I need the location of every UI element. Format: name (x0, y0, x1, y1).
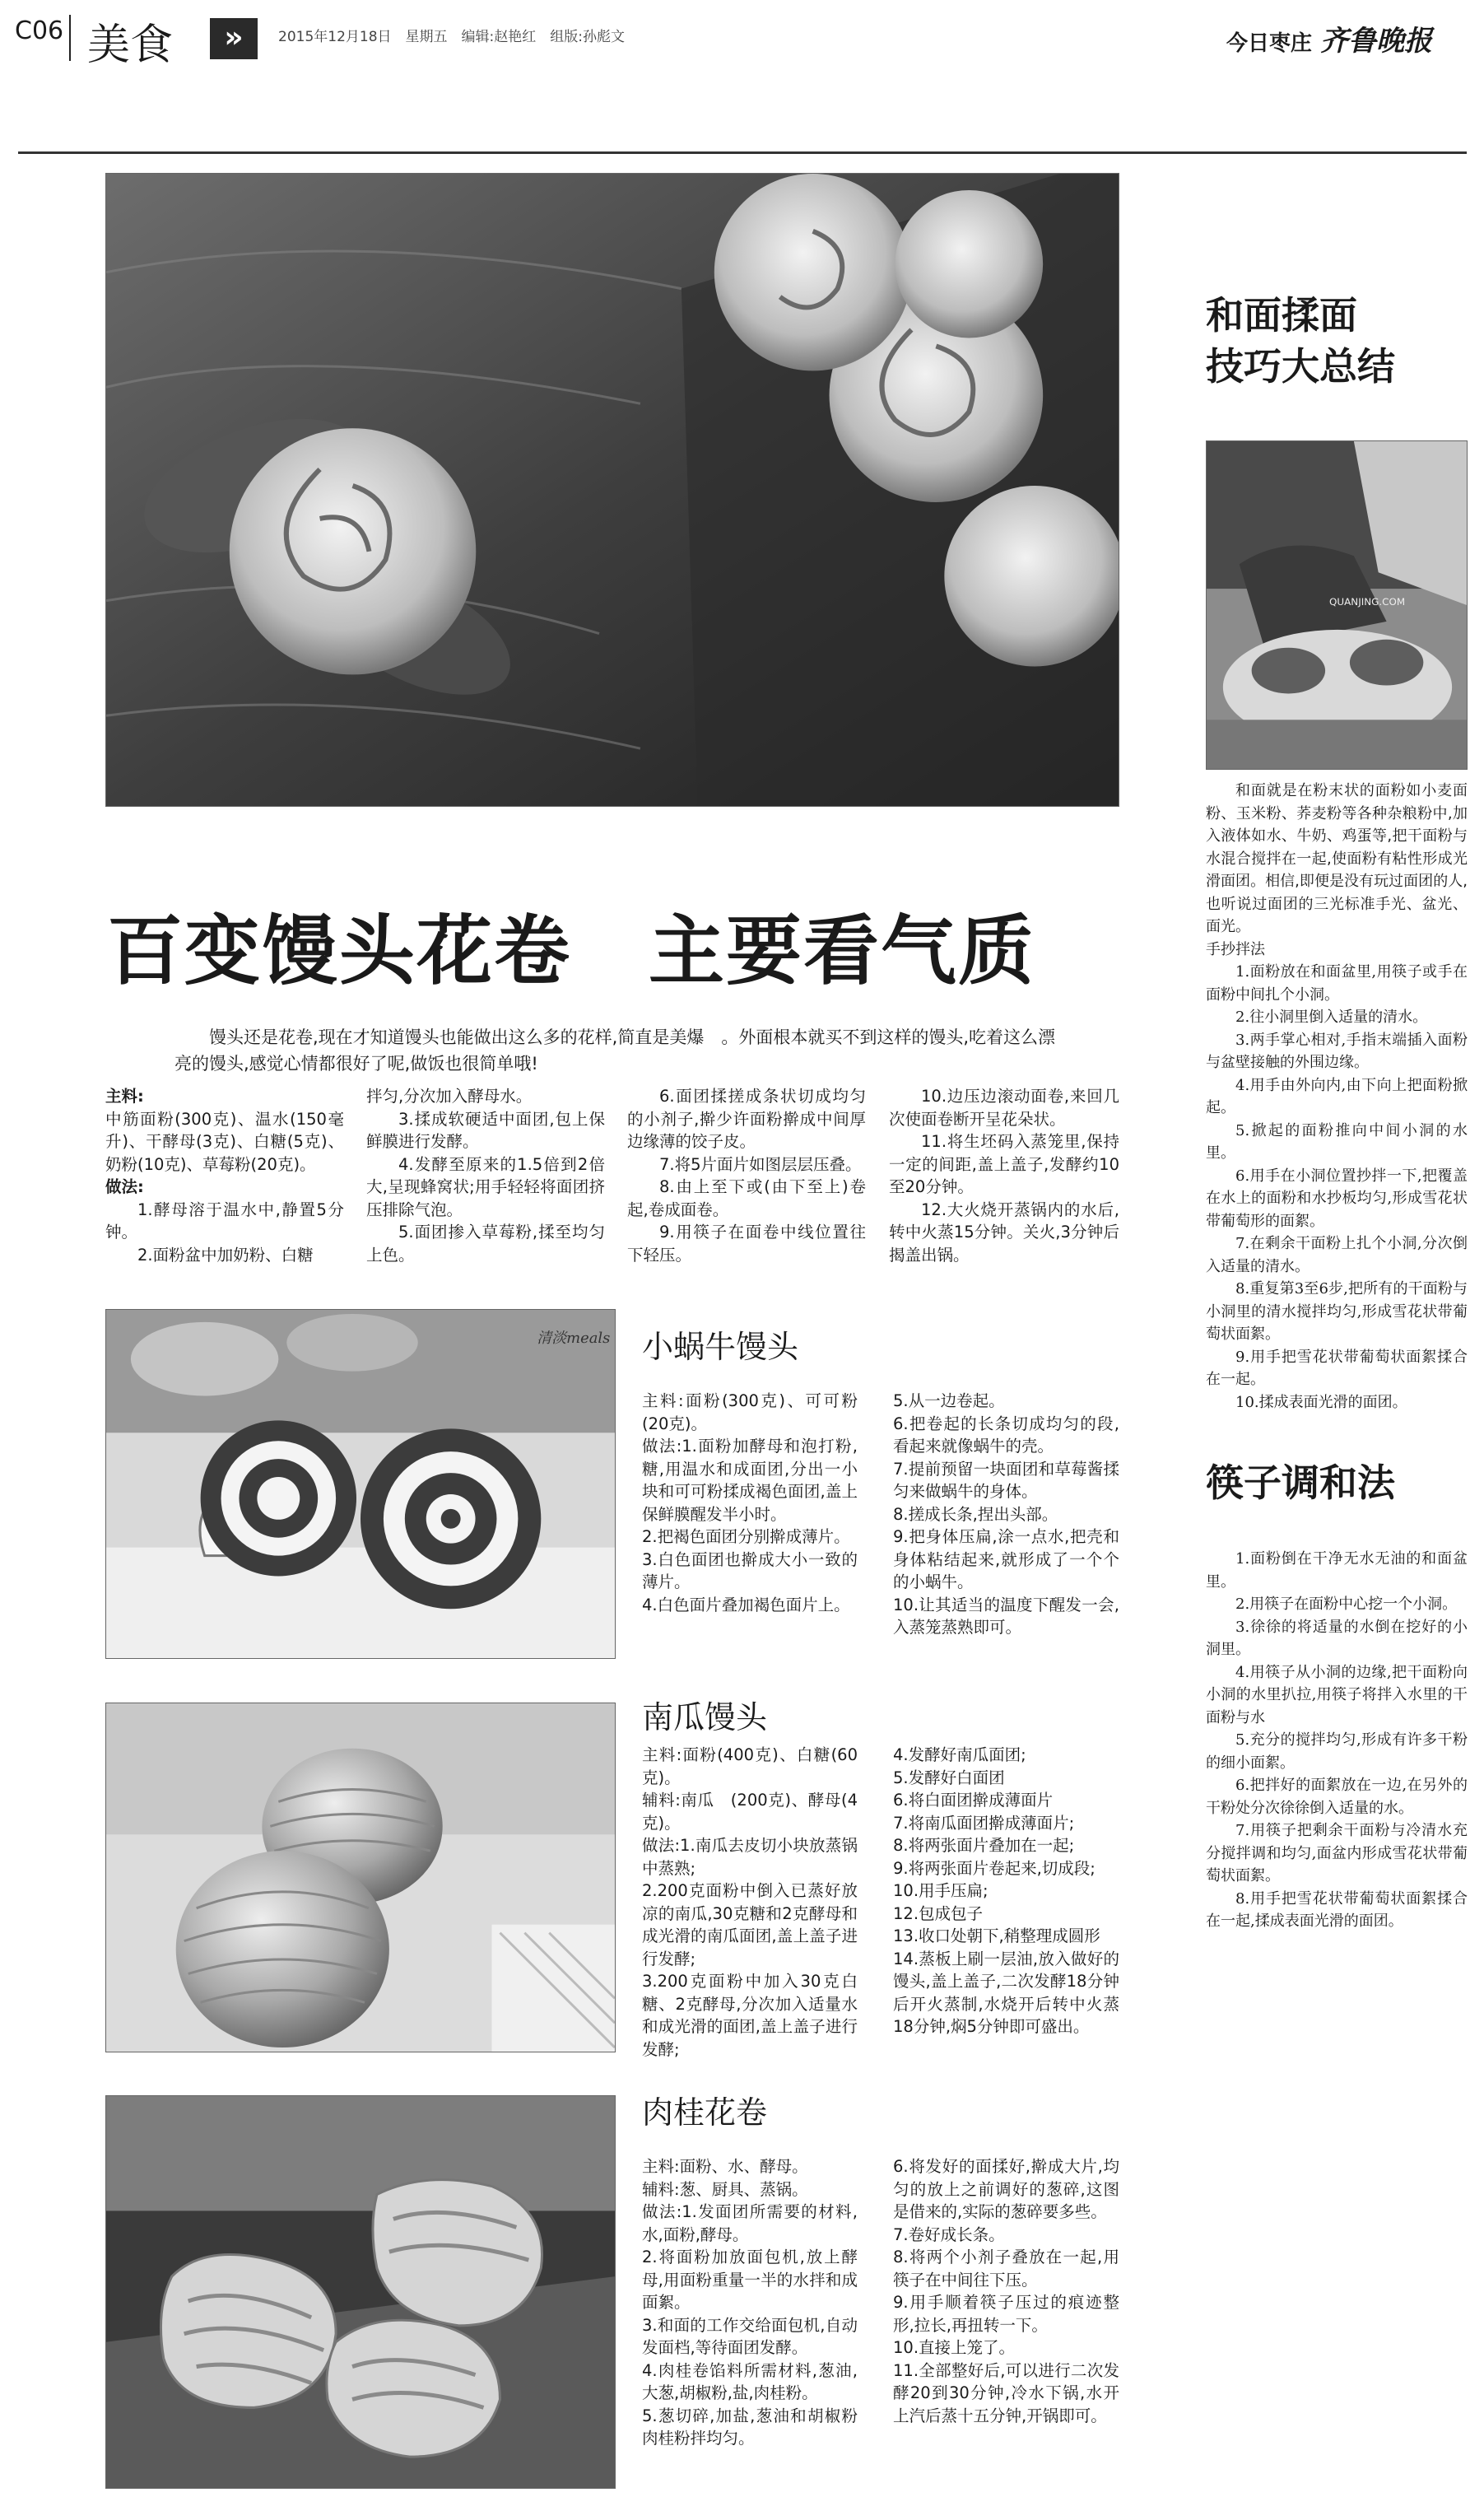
snail-photo-watermark: 清淡meals (537, 1329, 611, 1347)
snail-recipe-col2 (893, 1390, 1119, 1639)
cinnamon-recipe-col1 (642, 2155, 858, 2450)
method1-label: 手抄拌法 (1206, 940, 1265, 958)
method2-step: 8.用手把雪花状带葡萄状面絮揉合在一起,揉成表面光滑的面团。 (1206, 1889, 1468, 1930)
cinnamon-recipe-col2 (893, 2155, 1119, 2427)
brand-logo-text: 齐鲁晚报 (1320, 25, 1433, 58)
step: 11.将生坯码入蒸笼里,保持一定的间距,盖上盖子,发酵约10至20分钟。 (889, 1132, 1119, 1196)
ingredients-text: 主料:面粉、水、酵母。 (642, 2157, 808, 2176)
step: 3.白色面团也擀成大小一致的薄片。 (642, 1549, 858, 1591)
pumpkin-buns-photo (105, 1703, 616, 2052)
snail-title: 小蜗牛馒头 (642, 1329, 799, 1365)
rose-buns-photo (105, 173, 1119, 807)
method1-step: 4.用手由外向内,由下向上把面粉掀起。 (1206, 1076, 1468, 1116)
method2-step: 1.面粉倒在干净无水无油的和面盆里。 (1206, 1550, 1468, 1591)
step: 8.搓成长条,捏出头部。 (893, 1504, 1058, 1524)
method2-step: 5.充分的搅拌均匀,形成有许多干粉的细小面絮。 (1206, 1731, 1468, 1772)
section-name: 美食 (87, 21, 174, 70)
step: 10.让其适当的温度下醒发一会,入蒸笼蒸熟即可。 (893, 1595, 1119, 1637)
step: 12.包成包子 (893, 1903, 984, 1923)
pumpkin-recipe-col1 (642, 1744, 858, 2061)
method1-step: 7.在剩余干面粉上扎个小洞,分次倒入适量的清水。 (1206, 1235, 1468, 1275)
method1-step: 9.用手把雪花状带葡萄状面絮揉合在一起。 (1206, 1348, 1468, 1388)
method2-step: 2.用筷子在面粉中心挖一个小洞。 (1235, 1596, 1458, 1613)
snail-buns-photo (105, 1309, 616, 1659)
ingredients-text: 辅料:南瓜 (200克)、酵母(4克)。 (642, 1791, 858, 1833)
step: 4.肉桂卷馅料所需材料,葱油,大葱,胡椒粉,盐,肉桂粉。 (642, 2360, 858, 2402)
method-label: 做法: (105, 1177, 144, 1196)
method1-step: 6.用手在小洞位置抄拌一下,把覆盖在水上的面粉和水抄板均匀,形成雪花状带葡萄形的面絮。 (1206, 1167, 1468, 1230)
step: 5.发酵好白面团 (893, 1768, 1005, 1787)
step: 5.面团掺入草莓粉,揉至均匀上色。 (366, 1223, 605, 1265)
method1-step: 5.掀起的面粉推向中间小洞的水里。 (1206, 1121, 1468, 1162)
step: 9.用筷子在面卷中线位置往下轻压。 (627, 1223, 866, 1265)
ingredients-text: 主料:面粉(400克)、白糖(60克)。 (642, 1745, 858, 1787)
step: 2.把褐色面团分别擀成薄片。 (642, 1527, 850, 1546)
step: 8.将两个小剂子叠放在一起,用筷子在中间往下压。 (893, 2248, 1119, 2290)
header-divider (69, 15, 71, 61)
method2-step: 6.把拌好的面絮放在一边,在另外的干粉处分次徐徐倒入适量的水。 (1206, 1777, 1468, 1817)
step: 6.面团揉搓成条状切成均匀的小剂子,擀少许面粉擀成中间厚边缘薄的饺子皮。 (627, 1087, 866, 1151)
step: 3.和面的工作交给面包机,自动发面档,等待面团发酵。 (642, 2315, 858, 2357)
step: 8.将两张面片叠加在一起; (893, 1836, 1075, 1855)
sidebar-title-1 (1206, 290, 1395, 392)
sidebar-method1 (1206, 780, 1468, 1414)
step: 6.把卷起的长条切成均匀的段,看起来就像蜗牛的壳。 (893, 1414, 1119, 1456)
step: 做法:1.面粉加酵母和泡打粉,糖,用温水和成面团,分出一小块和可可粉揉成褐色面团,盖上保鲜膜醒发半小时。 (642, 1437, 858, 1524)
step: 2.200克面粉中倒入已蒸好放凉的南瓜,30克糖和2克酵母和成光滑的南瓜面团,盖上盖子进行发酵; (642, 1881, 858, 1968)
step: 2.将面粉加放面包机,放上酵母,用面粉重量一半的水拌和成面絮。 (642, 2248, 858, 2312)
lead-paragraph: 馒头还是花卷,现在才知道馒头也能做出这么多的花样,简直是美爆 。外面根本就买不到这样的馒头,吃着这么漂亮的馒头,感觉心情都很好了呢,做饭也很简单哦! (174, 1027, 1056, 1074)
main-headline: 百变馒头花卷 主要看气质 (107, 906, 1036, 995)
step: 做法:1.发面团所需要的材料,水,面粉,酵母。 (642, 2202, 858, 2244)
step: 7.卷好成长条。 (893, 2224, 1005, 2244)
step: 8.由上至下或(由下至上)卷起,卷成面卷。 (627, 1177, 866, 1219)
step: 6.将白面团擀成薄面片 (893, 1791, 1054, 1810)
ingredients-text: 中筋面粉(300克)、温水(150毫升)、干酵母(3克)、白糖(5克)、奶粉(10克)、草莓粉(20克)。 (105, 1109, 344, 1174)
sidebar-title-line2: 技巧大总结 (1206, 344, 1395, 389)
step: 10.直接上笼了。 (893, 2338, 1016, 2357)
ingredients-label: 主料: (105, 1087, 144, 1106)
step: 14.蒸板上刷一层油,放入做好的馒头,盖上盖子,二次发酵18分钟后开火蒸制,水烧开后转中火蒸18分钟,焖5分钟即可盛出。 (893, 1949, 1119, 2036)
ingredients-text: 主料:面粉(300克)、可可粉(20克)。 (642, 1391, 858, 1433)
ingredients-text: 辅料:葱、厨具、蒸锅。 (642, 2179, 808, 2199)
step: 5.葱切碎,加盐,葱油和胡椒粉肉桂粉拌均匀。 (642, 2406, 858, 2448)
step: 7.提前预留一块面团和草莓酱揉匀来做蜗牛的身体。 (893, 1459, 1119, 1501)
step: 4.发酵至原来的1.5倍到2倍大,呈现蜂窝状;用手轻轻将面团挤压排除气泡。 (366, 1154, 605, 1219)
edition-name: 今日枣庄 (1226, 31, 1313, 56)
method2-step: 4.用筷子从小洞的边缘,把干面粉向小洞的水里扒拉,用筷子将拌入水里的干面粉与水 (1206, 1663, 1468, 1726)
step: 12.大火烧开蒸锅内的水后,转中火蒸15分钟。关火,3分钟后揭盖出锅。 (889, 1200, 1119, 1265)
method1-step: 2.往小洞里倒入适量的清水。 (1235, 1009, 1428, 1026)
issue-meta: 2015年12月18日 星期五 编辑:赵艳红 组版:孙彪文 (278, 29, 625, 45)
step: 7.将5片面片如图层层压叠。 (659, 1154, 862, 1174)
step: 11.全部整好后,可以进行二次发酵20到30分钟,冷水下锅,水开上汽后蒸十五分钟,开锅即可。 (893, 2360, 1119, 2425)
sidebar-method2 (1206, 1548, 1468, 1933)
step: 6.将发好的面揉好,擀成大片,均匀的放上之前调好的葱碎,这图是借来的,实际的葱碎要多些。 (893, 2157, 1119, 2221)
page-number: C06 (15, 16, 64, 45)
step: 1.酵母溶于温水中,静置5分钟。 (105, 1200, 344, 1242)
pumpkin-title: 南瓜馒头 (642, 1699, 768, 1735)
header-rule (18, 151, 1467, 154)
step: 3.揉成软硬适中面团,包上保鲜膜进行发酵。 (366, 1109, 605, 1151)
rose-recipe-col4 (889, 1085, 1119, 1266)
snail-recipe-col1 (642, 1390, 858, 1616)
step: 9.用手顺着筷子压过的痕迹整形,拉长,再扭转一下。 (893, 2293, 1119, 2335)
kneading-photo-watermark: QUANJING.COM (1329, 595, 1406, 608)
step: 5.从一边卷起。 (893, 1391, 1005, 1410)
kneading-dough-photo (1206, 440, 1468, 770)
method2-step: 3.徐徐的将适量的水倒在挖好的小洞里。 (1206, 1618, 1468, 1658)
pumpkin-recipe-col2 (893, 1744, 1119, 2038)
cinnamon-rolls-photo (105, 2095, 616, 2489)
step: 13.收口处朝下,稍整理成圆形 (893, 1926, 1100, 1945)
step: 4.白色面片叠加褐色面片上。 (642, 1595, 850, 1614)
masthead (1226, 18, 1432, 58)
sidebar-title-2: 筷子调和法 (1206, 1460, 1395, 1505)
section-arrow-icon: » (210, 18, 258, 59)
method2-step: 7.用筷子把剩余干面粉与冷清水充分搅拌调和均匀,面盆内形成雪花状带葡萄状面絮。 (1206, 1822, 1468, 1884)
step: 3.200克面粉中加入30克白糖、2克酵母,分次加入适量水和成光滑的面团,盖上盖子进行发酵; (642, 1972, 858, 2059)
step: 10.边压边滚动面卷,来回几次使面卷断开呈花朵状。 (889, 1087, 1119, 1129)
step: 2.面粉盆中加奶粉、白糖 (137, 1245, 314, 1265)
sidebar-title-line1: 和面揉面 (1206, 293, 1357, 338)
rose-recipe-col3 (627, 1085, 866, 1266)
cinnamon-title: 肉桂花卷 (642, 2094, 768, 2131)
sidebar-intro: 和面就是在粉末状的面粉如小麦面粉、玉米粉、荞麦粉等各种杂粮粉中,加入液体如水、牛奶、鸡蛋等,把干面粉与水混合搅拌在一起,使面粉有粘性形成光滑面团。相信,即便是没有玩过面团的人,也听说过面团的三光标准手光、盆光、面光。 (1206, 782, 1468, 935)
step: 9.将两张面片卷起来,切成段; (893, 1858, 1096, 1878)
step: 4.发酵好南瓜面团; (893, 1745, 1026, 1764)
method1-step: 10.揉成表面光滑的面团。 (1235, 1393, 1407, 1411)
step: 做法:1.南瓜去皮切小块放蒸锅中蒸熟; (642, 1836, 858, 1878)
method1-step: 8.重复第3至6步,把所有的干面粉与小洞里的清水搅拌均匀,形成雪花状带葡萄状面絮。 (1206, 1280, 1468, 1343)
rose-recipe-col1 (105, 1085, 344, 1266)
step: 拌匀,分次加入酵母水。 (366, 1087, 533, 1106)
method1-step: 3.两手掌心相对,手指末端插入面粉与盆壁接触的外围边缘。 (1206, 1031, 1468, 1071)
step: 7.将南瓜面团擀成薄面片; (893, 1813, 1075, 1833)
step: 10.用手压扁; (893, 1881, 989, 1900)
rose-recipe-col2 (366, 1085, 605, 1266)
step: 9.把身体压扁,涂一点水,把壳和身体粘结起来,就形成了一个个的小蜗牛。 (893, 1527, 1119, 1591)
method1-step: 1.面粉放在和面盆里,用筷子或手在面粉中间扎个小洞。 (1206, 963, 1468, 1004)
